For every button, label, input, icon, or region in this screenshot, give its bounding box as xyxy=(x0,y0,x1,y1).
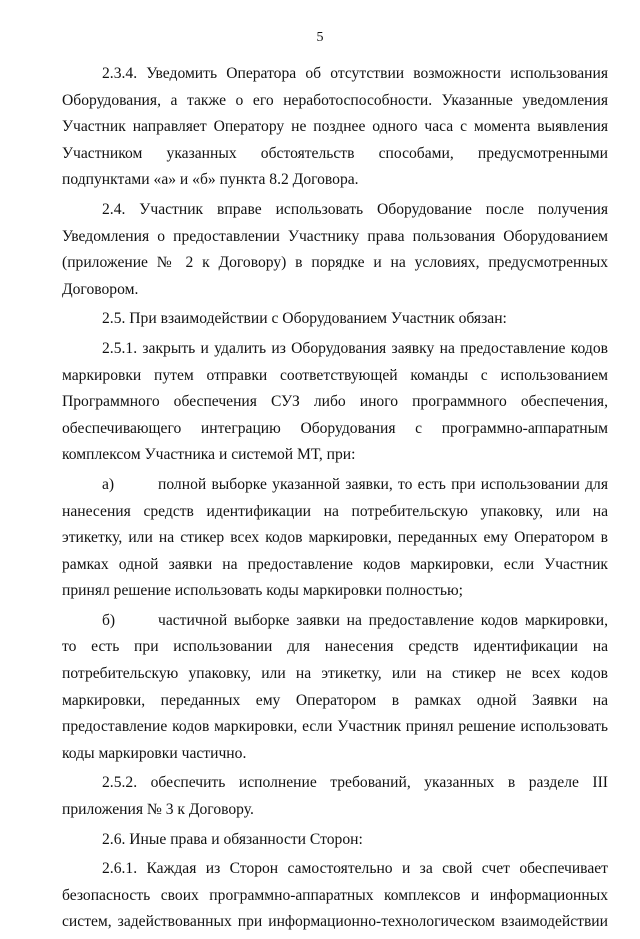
list-marker: б) xyxy=(102,611,116,629)
list-marker: а) xyxy=(102,475,115,493)
page-number: 5 xyxy=(316,30,324,45)
paragraph-2-5 xyxy=(62,306,608,333)
paragraph-text: 2.5. При взаимодействии с Оборудованием Участник обязан: xyxy=(102,310,507,328)
paragraph-text: 2.6.1. Каждая из Сторон самостоятельно и за свой счет обеспечивает безопасность своих программно-аппаратных комплексов и информационных систем, задействованных при информационно-технологическом взаимодействии xyxy=(62,860,608,931)
paragraph-text: частичной выборке заявки на предоставление кодов маркировки, то есть при использовании для нанесения средств идентификации на потребительскую упаковку, или на этикетку, или на стикер не всех кодов маркировки, переданных ему Оператором в рамках одной Заявки на предоставление кодов маркировки, если Участник принял решение использовать коды маркировки частично. xyxy=(62,611,608,762)
paragraph-2-6 xyxy=(62,827,608,854)
paragraph-2-4 xyxy=(62,197,608,303)
paragraph-2-5-2 xyxy=(62,770,608,823)
paragraph-2-6-1 xyxy=(62,856,608,936)
paragraph-2-3-4 xyxy=(62,61,608,194)
paragraph-text: 2.5.1. закрыть и удалить из Оборудования заявку на предоставление кодов маркировки путем отправки соответствующей команды с использованием Программного обеспечения СУЗ либо иного программного обеспечения, обеспечивающего интеграцию Оборудования с программно-аппаратным комплексом Участника и системой МТ, при: xyxy=(62,339,608,464)
paragraph-text: 2.5.2. обеспечить исполнение требований, указанных в разделе III приложения № 3 к Договору. xyxy=(62,774,608,819)
paragraph-text: 2.6. Иные права и обязанности Сторон: xyxy=(102,830,363,848)
paragraph-item-a xyxy=(62,472,608,605)
paragraph-text: 2.3.4. Уведомить Оператора об отсутствии возможности использования Оборудования, а также о его неработоспособности. Указанные уведомления Участник направляет Оператору не позднее одного часа с момента выявления Участником указанных обстоятельств способами, предусмотренными подпунктами «а» и «б» пункта 8.2 Договора. xyxy=(62,65,608,189)
paragraph-text: 2.4. Участник вправе использовать Оборудование после получения Уведомления о предоставлении Участнику права пользования Оборудованием (приложение № 2 к Договору) в порядке и на условиях, предусмотренных Договором. xyxy=(62,200,608,298)
paragraph-item-b xyxy=(62,608,608,768)
document-body xyxy=(62,61,608,939)
paragraph-text: полной выборке указанной заявки, то есть при использовании для нанесения средств идентификации на потребительскую упаковку, или на этикетку, или на стикер всех кодов маркировки, переданных ему Оператором в рамках одной заявки на предоставление кодов маркировки, если Участник принял решение использовать коды маркировки полностью; xyxy=(62,475,608,600)
paragraph-2-5-1 xyxy=(62,336,608,469)
